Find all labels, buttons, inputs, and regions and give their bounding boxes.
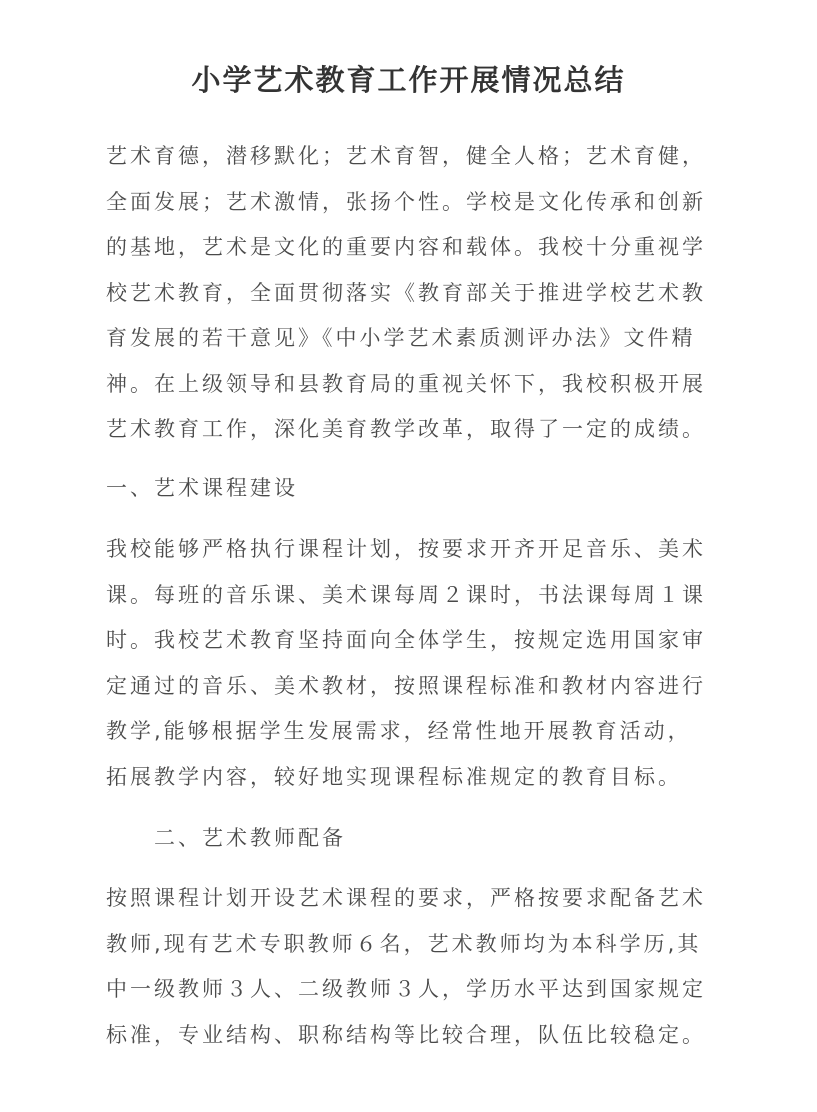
intro-paragraph: 艺术育德，潜移默化；艺术育智，健全人格；艺术育健，全面发展；艺术激情，张扬个性。学校是文化传承和创新的基地，艺术是文化的重要内容和载体。我校十分重视学校艺术教育，全面贯彻落实《教育部关于推进学校艺术教育发展的若干意见》《中小学艺术素质测评办法》文件精神。在上级领导和县教育局的重视关怀下，我校积极开展艺术教育工作，深化美育教学改革，取得了一定的成绩。 bbox=[106, 144, 706, 441]
section-heading-teachers: 二、艺术教师配备 bbox=[154, 826, 346, 850]
section-heading-curriculum: 一、艺术课程建设 bbox=[106, 476, 298, 500]
curriculum-paragraph: 我校能够严格执行课程计划，按要求开齐开足音乐、美术课。每班的音乐课、美术课每周２课时，书法课每周１课时。我校艺术教育坚持面向全体学生，按规定选用国家审定通过的音乐、美术教材，按照课程标准和教材内容进行教学,能够根据学生发展需求，经常性地开展教育活动，拓展教学内容，较好地实现课程标准规定的教育目标。 bbox=[106, 537, 706, 789]
teachers-paragraph: 按照课程计划开设艺术课程的要求，严格按要求配备艺术教师,现有艺术专职教师６名，艺术教师均为本科学历,其中一级教师３人、二级教师３人，学历水平达到国家规定标准，专业结构、职称结构等比较合理，队伍比较稳定。 bbox=[106, 886, 706, 1047]
document-title: 小学艺术教育工作开展情况总结 bbox=[191, 63, 626, 97]
